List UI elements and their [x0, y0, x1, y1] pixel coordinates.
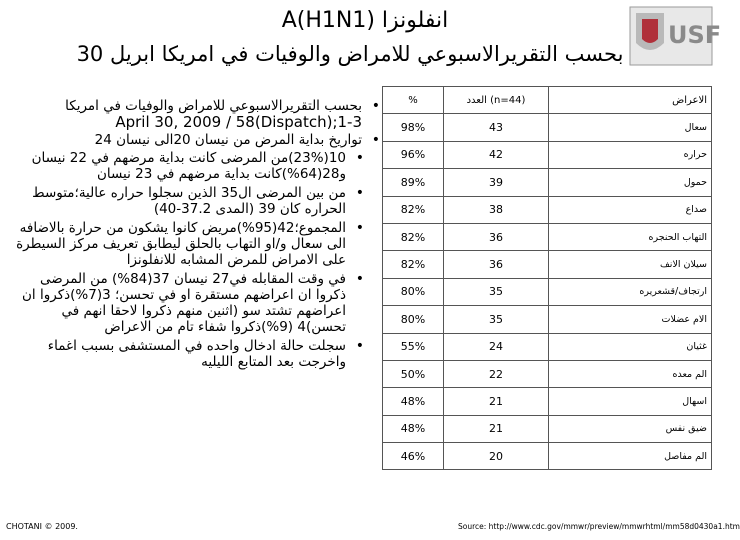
table-row [383, 443, 712, 470]
sub-bullet-hospitalization: • سجلت حالة ادخال واحده في المستشفى بسبب اغماء واخرجت بعد المتابع الليليه [14, 338, 380, 370]
row-symptom: التهاب الحنجره [549, 223, 712, 250]
row-symptom: حمول [549, 169, 712, 196]
row-pct: 98% [383, 114, 444, 141]
row-count: 24 [444, 333, 549, 360]
row-symptom: الم معده [549, 360, 712, 387]
row-count: 21 [444, 415, 549, 442]
row-count: 22 [444, 360, 549, 387]
row-pct: 80% [383, 278, 444, 305]
row-count: 42 [444, 141, 549, 168]
symptoms-table [382, 86, 712, 470]
row-symptom: سيلان الانف [549, 251, 712, 278]
row-pct: 80% [383, 306, 444, 333]
row-count: 43 [444, 114, 549, 141]
row-pct: 50% [383, 360, 444, 387]
row-symptom: ارتجاف/قشعريره [549, 278, 712, 305]
table-header-row [383, 87, 712, 114]
row-count: 38 [444, 196, 549, 223]
table-row [383, 415, 712, 442]
table-row [383, 278, 712, 305]
sub-bullet-ili-definition: • المجموع؛42(95%)مريض كانوا يشكون من حرارة بالاضافه الى سعال و/او التهاب بالحلق ليطابق تعريف مركز السيطرة على الامراض للمرض المشابه للانفلونزا [14, 220, 380, 268]
row-pct: 55% [383, 333, 444, 360]
logo-text: USF [668, 21, 722, 49]
table-row [383, 114, 712, 141]
bullet-list [14, 98, 380, 373]
row-count: 36 [444, 223, 549, 250]
row-pct: 96% [383, 141, 444, 168]
source-link[interactable]: Source: http://www.cdc.gov/mmwr/preview/mmwrhtml/mm58d0430a1.htm [458, 522, 740, 531]
row-symptom: الم مفاصل [549, 443, 712, 470]
table-row [383, 333, 712, 360]
table-row [383, 223, 712, 250]
row-pct: 82% [383, 251, 444, 278]
row-symptom: الام عضلات [549, 306, 712, 333]
header-symptom: الاعراض [549, 87, 712, 114]
bullet-report [14, 98, 380, 130]
row-count: 35 [444, 306, 549, 333]
sub-bullet-onset: • 10(23%)من المرضى كانت بداية مرضهم في 22 نيسان و28(64%)كانت بداية مرضهم في 23 نيسان [14, 150, 380, 182]
row-count: 35 [444, 278, 549, 305]
row-pct: 82% [383, 223, 444, 250]
row-count: 36 [444, 251, 549, 278]
table-row [383, 169, 712, 196]
table-row [383, 388, 712, 415]
table-row [383, 251, 712, 278]
table-row [383, 196, 712, 223]
table-row [383, 141, 712, 168]
row-pct: 89% [383, 169, 444, 196]
row-symptom: غثيان [549, 333, 712, 360]
university-logo [628, 3, 722, 69]
row-pct: 82% [383, 196, 444, 223]
header-pct: % [383, 87, 444, 114]
sub-bullet-fever: • من بين المرضى ال35 الذين سجلوا حراره عالية؛متوسط الحراره كان 39 (المدى 37.2-40) [14, 185, 380, 217]
row-pct: 48% [383, 415, 444, 442]
row-symptom: صداع [549, 196, 712, 223]
page-title: A(H1N1) انفلونزا [281, 8, 449, 33]
bullet-report-text: بحسب التقريرالاسبوعي للامراض والوفيات في امريكا [65, 98, 362, 114]
sub-bullet-interview: • في وقت المقابله في27 نيسان 37(84%) من المرضى ذكروا ان اعراضهم مستقرة او في تحسن؛ 3(7%)ذكروا ان اعراضهم تشتد سو (اثنين منهم ذكروا لاحقا انهم في تحسن)4 (9%)ذكروا شفاء تام من الاعراض [14, 271, 380, 335]
table-row [383, 306, 712, 333]
row-symptom: ضيق نفس [549, 415, 712, 442]
table-row [383, 360, 712, 387]
row-pct: 46% [383, 443, 444, 470]
row-symptom: حراره [549, 141, 712, 168]
row-count: 20 [444, 443, 549, 470]
row-pct: 48% [383, 388, 444, 415]
copyright-text: CHOTANI © 2009. [6, 522, 78, 531]
bullet-onset-dates: • تواريخ بداية المرض من نيسان 20الى نيسان 24 [14, 132, 380, 148]
header-count: العدد (n=44) [444, 87, 549, 114]
bullet-report-citation: April 30, 2009 / 58(Dispatch);1-3 [115, 113, 362, 131]
page-subtitle: بحسب التقريرالاسبوعي للامراض والوفيات في امريكا ابريل 30 [76, 42, 624, 66]
row-symptom: سعال [549, 114, 712, 141]
row-symptom: اسهال [549, 388, 712, 415]
row-count: 21 [444, 388, 549, 415]
row-count: 39 [444, 169, 549, 196]
